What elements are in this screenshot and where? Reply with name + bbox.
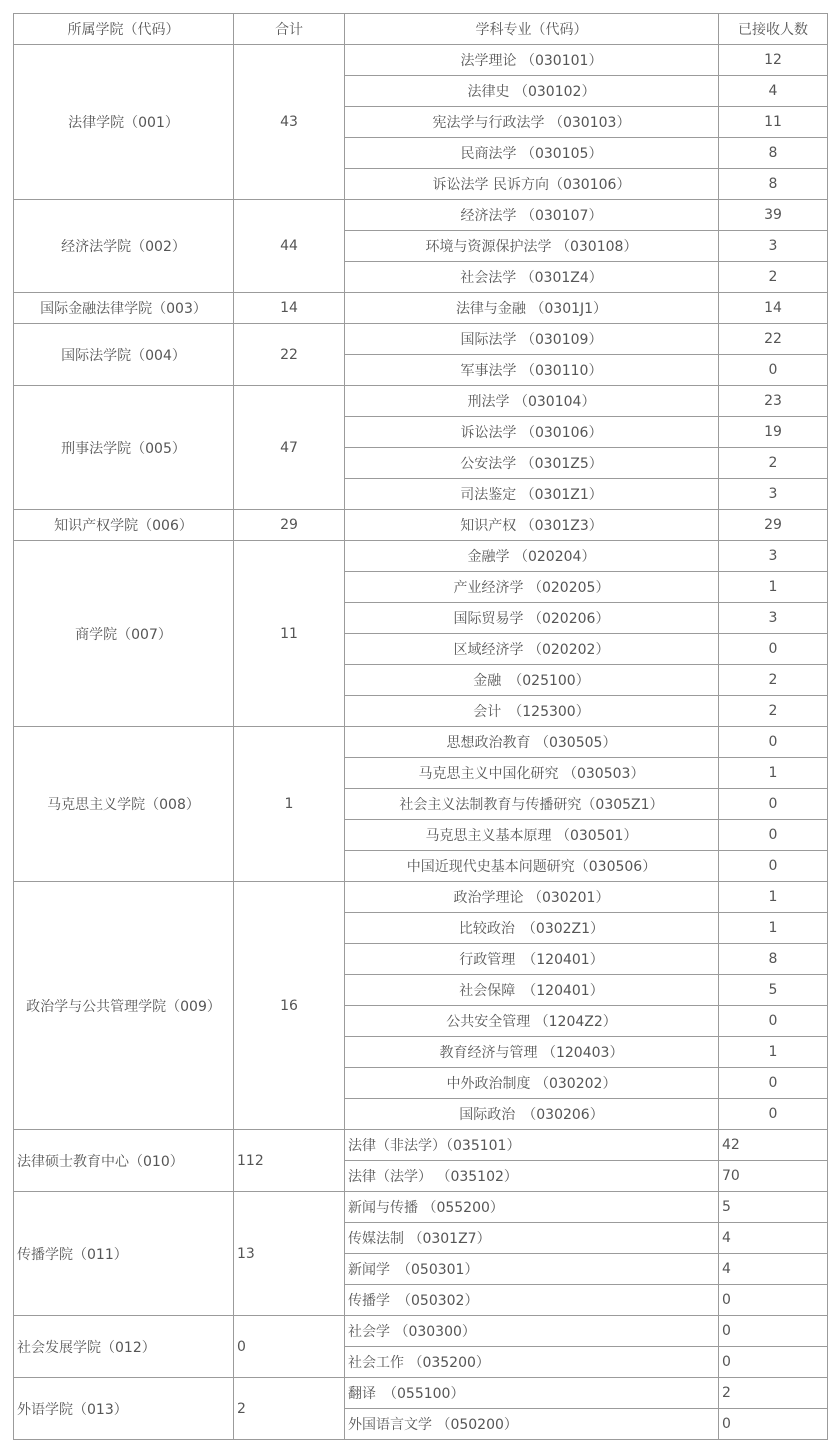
header-total: 合计 [234,14,345,45]
table-row [14,510,828,541]
count-cell: 12 [719,45,828,76]
major-cell: 军事法学 （030110） [345,355,719,386]
total-cell: 2 [234,1378,345,1440]
total-cell: 0 [234,1316,345,1378]
major-cell: 诉讼法学 （030106） [345,417,719,448]
count-cell: 19 [719,417,828,448]
count-cell: 70 [719,1161,828,1192]
college-cell: 外语学院（013） [14,1378,234,1440]
count-cell: 3 [719,231,828,262]
count-cell: 0 [719,634,828,665]
total-cell: 14 [234,293,345,324]
table-row [14,324,828,355]
table-row [14,1316,828,1347]
table-row [14,45,828,76]
count-cell: 1 [719,572,828,603]
count-cell: 22 [719,324,828,355]
count-cell: 3 [719,479,828,510]
table-body [14,45,828,1440]
major-cell: 外国语言文学 （050200） [345,1409,719,1440]
total-cell: 13 [234,1192,345,1316]
count-cell: 2 [719,696,828,727]
major-cell: 区域经济学 （020202） [345,634,719,665]
total-cell: 1 [234,727,345,882]
major-cell: 社会主义法制教育与传播研究（0305Z1） [345,789,719,820]
count-cell: 2 [719,448,828,479]
count-cell: 3 [719,603,828,634]
count-cell: 2 [719,665,828,696]
college-cell: 法律硕士教育中心（010） [14,1130,234,1192]
count-cell: 2 [719,262,828,293]
major-cell: 会计 （125300） [345,696,719,727]
table-row [14,293,828,324]
major-cell: 民商法学 （030105） [345,138,719,169]
major-cell: 诉讼法学 民诉方向（030106） [345,169,719,200]
major-cell: 行政管理 （120401） [345,944,719,975]
table-row [14,541,828,572]
major-cell: 公安法学 （0301Z5） [345,448,719,479]
major-cell: 社会学 （030300） [345,1316,719,1347]
major-cell: 社会法学 （0301Z4） [345,262,719,293]
total-cell: 22 [234,324,345,386]
header-row [14,14,828,45]
count-cell: 0 [719,851,828,882]
major-cell: 国际贸易学 （020206） [345,603,719,634]
total-cell: 11 [234,541,345,727]
major-cell: 刑法学 （030104） [345,386,719,417]
count-cell: 5 [719,975,828,1006]
table-row [14,727,828,758]
major-cell: 法律与金融 （0301J1） [345,293,719,324]
total-cell: 43 [234,45,345,200]
table-row [14,200,828,231]
college-cell: 刑事法学院（005） [14,386,234,510]
college-cell: 经济法学院（002） [14,200,234,293]
header-college: 所属学院（代码） [14,14,234,45]
total-cell: 47 [234,386,345,510]
table-row [14,1130,828,1161]
major-cell: 环境与资源保护法学 （030108） [345,231,719,262]
header-accepted-count: 已接收人数 [719,14,828,45]
count-cell: 8 [719,169,828,200]
major-cell: 宪法学与行政法学 （030103） [345,107,719,138]
count-cell: 0 [719,1099,828,1130]
college-cell: 国际法学院（004） [14,324,234,386]
total-cell: 29 [234,510,345,541]
count-cell: 0 [719,789,828,820]
major-cell: 知识产权 （0301Z3） [345,510,719,541]
major-cell: 国际法学 （030109） [345,324,719,355]
college-cell: 法律学院（001） [14,45,234,200]
major-cell: 金融 （025100） [345,665,719,696]
count-cell: 14 [719,293,828,324]
college-cell: 马克思主义学院（008） [14,727,234,882]
major-cell: 公共安全管理 （1204Z2） [345,1006,719,1037]
total-cell: 44 [234,200,345,293]
major-cell: 法律（法学） （035102） [345,1161,719,1192]
count-cell: 0 [719,820,828,851]
count-cell: 5 [719,1192,828,1223]
count-cell: 0 [719,1068,828,1099]
count-cell: 0 [719,1409,828,1440]
count-cell: 2 [719,1378,828,1409]
major-cell: 经济法学 （030107） [345,200,719,231]
major-cell: 社会保障 （120401） [345,975,719,1006]
count-cell: 1 [719,1037,828,1068]
college-cell: 国际金融法律学院（003） [14,293,234,324]
major-cell: 产业经济学 （020205） [345,572,719,603]
count-cell: 0 [719,1347,828,1378]
count-cell: 29 [719,510,828,541]
major-cell: 司法鉴定 （0301Z1） [345,479,719,510]
count-cell: 0 [719,727,828,758]
major-cell: 比较政治 （0302Z1） [345,913,719,944]
major-cell: 法律（非法学）（035101） [345,1130,719,1161]
major-cell: 新闻与传播 （055200） [345,1192,719,1223]
major-cell: 中国近现代史基本问题研究（030506） [345,851,719,882]
count-cell: 1 [719,758,828,789]
college-cell: 政治学与公共管理学院（009） [14,882,234,1130]
count-cell: 8 [719,944,828,975]
count-cell: 8 [719,138,828,169]
major-cell: 社会工作 （035200） [345,1347,719,1378]
count-cell: 3 [719,541,828,572]
college-cell: 传播学院（011） [14,1192,234,1316]
major-cell: 思想政治教育 （030505） [345,727,719,758]
major-cell: 法学理论 （030101） [345,45,719,76]
count-cell: 0 [719,1006,828,1037]
count-cell: 0 [719,1285,828,1316]
major-cell: 国际政治 （030206） [345,1099,719,1130]
count-cell: 4 [719,76,828,107]
total-cell: 16 [234,882,345,1130]
count-cell: 39 [719,200,828,231]
count-cell: 42 [719,1130,828,1161]
major-cell: 教育经济与管理 （120403） [345,1037,719,1068]
major-cell: 传播学 （050302） [345,1285,719,1316]
major-cell: 新闻学 （050301） [345,1254,719,1285]
count-cell: 4 [719,1254,828,1285]
table-row [14,882,828,913]
major-cell: 金融学 （020204） [345,541,719,572]
count-cell: 1 [719,882,828,913]
major-cell: 传媒法制 （0301Z7） [345,1223,719,1254]
count-cell: 23 [719,386,828,417]
major-cell: 法律史 （030102） [345,76,719,107]
major-cell: 马克思主义中国化研究 （030503） [345,758,719,789]
major-cell: 中外政治制度 （030202） [345,1068,719,1099]
admissions-table [13,13,828,1440]
major-cell: 马克思主义基本原理 （030501） [345,820,719,851]
college-cell: 知识产权学院（006） [14,510,234,541]
table-row [14,1192,828,1223]
table-header [14,14,828,45]
count-cell: 1 [719,913,828,944]
count-cell: 11 [719,107,828,138]
college-cell: 商学院（007） [14,541,234,727]
total-cell: 112 [234,1130,345,1192]
header-major: 学科专业（代码） [345,14,719,45]
major-cell: 政治学理论 （030201） [345,882,719,913]
table-row [14,1378,828,1409]
count-cell: 0 [719,355,828,386]
count-cell: 4 [719,1223,828,1254]
table-row [14,386,828,417]
major-cell: 翻译 （055100） [345,1378,719,1409]
count-cell: 0 [719,1316,828,1347]
college-cell: 社会发展学院（012） [14,1316,234,1378]
